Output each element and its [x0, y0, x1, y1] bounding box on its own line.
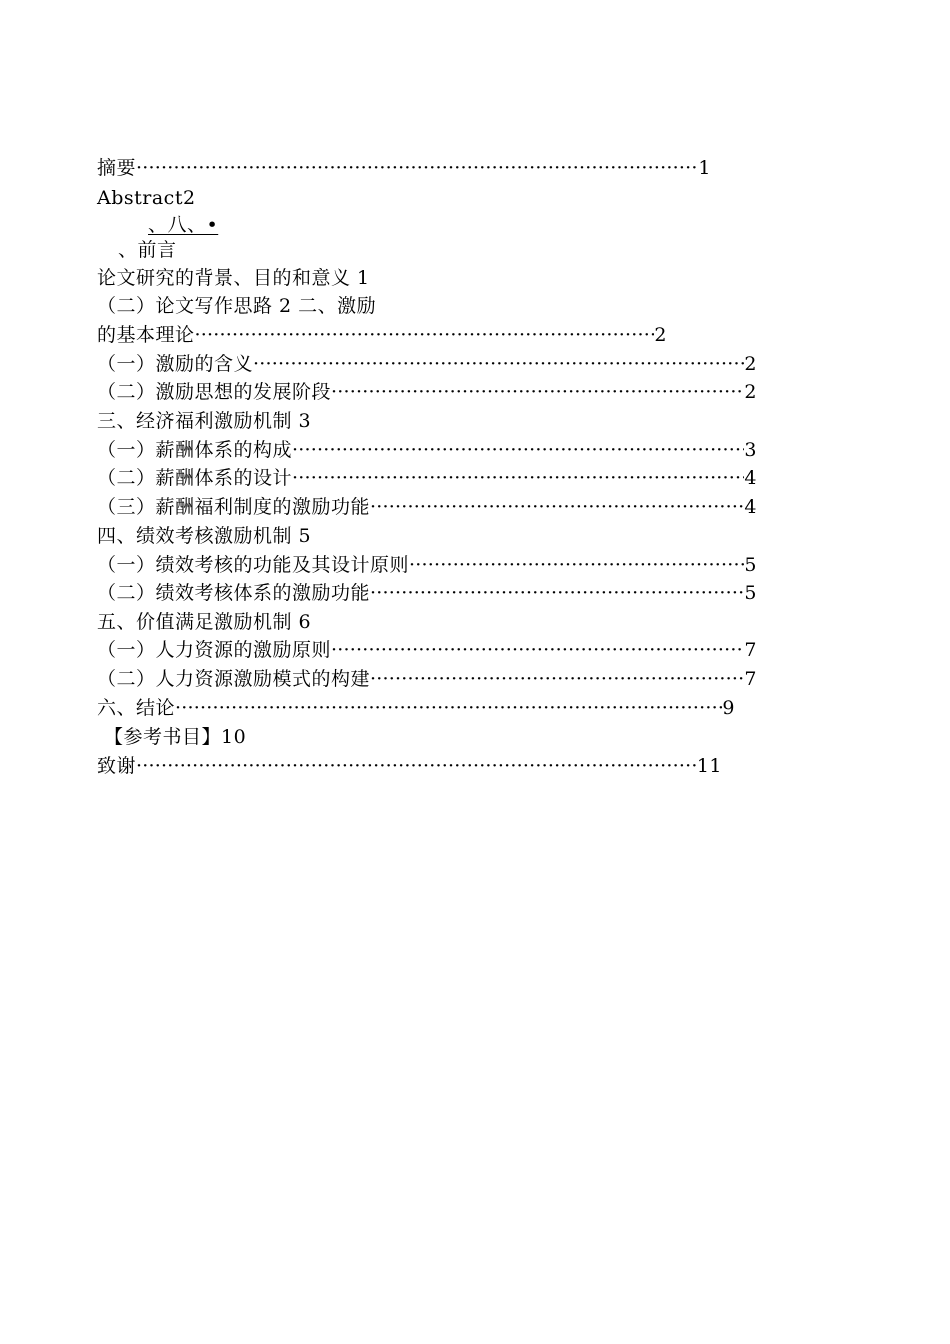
- toc-entry-abstract-en: Abstract2: [97, 187, 196, 209]
- toc-entry-ch4-1: [97, 553, 757, 577]
- toc-page-number: 3: [744, 439, 757, 461]
- toc-garbled-heading: 、八、•: [148, 214, 219, 236]
- toc-leader-dots: [370, 667, 744, 691]
- toc-leader-dots: [331, 638, 744, 662]
- toc-entry-thanks: [97, 754, 722, 778]
- toc-page-number: 1: [698, 157, 711, 179]
- toc-label: （一）激励的含义: [97, 353, 254, 375]
- toc-entry-ch3-2: [97, 466, 757, 490]
- toc-label: 的基本理论: [97, 324, 195, 346]
- toc-page-number: 11: [696, 755, 722, 777]
- toc-entry-ch5-1: [97, 638, 757, 662]
- toc-label: （一）绩效考核的功能及其设计原则: [97, 554, 410, 576]
- toc-leader-dots: [136, 754, 697, 778]
- toc-entry-abstract-cn: [97, 156, 711, 180]
- toc-page-number: 7: [744, 639, 757, 661]
- toc-entry-ch2: [97, 323, 667, 347]
- toc-entry-ch3-1: [97, 438, 757, 462]
- toc-label: 致谢: [97, 755, 137, 777]
- toc-entry-preface-sub2: （二）论文写作思路 2 二、激励: [97, 295, 377, 317]
- toc-leader-dots: [370, 581, 744, 605]
- toc-leader-dots: [136, 156, 698, 180]
- toc-entry-ch5-2: [97, 667, 757, 691]
- toc-page-number: 5: [744, 582, 757, 604]
- toc-entry-ch4-2: [97, 581, 757, 605]
- toc-leader-dots: [370, 495, 744, 519]
- toc-page-number: 4: [744, 467, 757, 489]
- toc-page-number: 5: [744, 554, 757, 576]
- toc-leader-dots: [195, 323, 655, 347]
- toc-entry-references: 【参考书目】10: [104, 726, 247, 748]
- toc-page-number: 7: [744, 668, 757, 690]
- toc-label: （二）绩效考核体系的激励功能: [97, 582, 371, 604]
- toc-entry-ch5: 五、价值满足激励机制 6: [97, 611, 312, 633]
- toc-page-number: 2: [654, 324, 667, 346]
- toc-entry-preface-sub1: 论文研究的背景、目的和意义 1: [97, 267, 370, 289]
- toc-leader-dots: [292, 466, 744, 490]
- toc-leader-dots: [292, 438, 744, 462]
- toc-page-number: 2: [744, 381, 757, 403]
- toc-entry-ch2-1: [97, 352, 757, 376]
- toc-leader-dots: [253, 352, 744, 376]
- toc-label: 摘要: [97, 157, 137, 179]
- toc-label: （三）薪酬福利制度的激励功能: [97, 496, 371, 518]
- toc-leader-dots: [175, 696, 722, 720]
- toc-entry-ch3: 三、经济福利激励机制 3: [97, 410, 312, 432]
- toc-leader-dots: [409, 553, 744, 577]
- toc-entry-ch3-3: [97, 495, 757, 519]
- toc-leader-dots: [331, 380, 744, 404]
- toc-label: （二）激励思想的发展阶段: [97, 381, 332, 403]
- toc-page-number: 2: [744, 353, 757, 375]
- toc-entry-ch4: 四、绩效考核激励机制 5: [97, 525, 312, 547]
- toc-label: （一）薪酬体系的构成: [97, 439, 293, 461]
- toc-label: （二）薪酬体系的设计: [97, 467, 293, 489]
- toc-page-number: 9: [722, 697, 735, 719]
- toc-page-number: 4: [744, 496, 757, 518]
- toc-label: （一）人力资源的激励原则: [97, 639, 332, 661]
- toc-label: （二）人力资源激励模式的构建: [97, 668, 371, 690]
- toc-entry-ch2-2: [97, 380, 757, 404]
- toc-entry-preface: 、前言: [118, 239, 177, 261]
- toc-label: 六、结论: [97, 697, 176, 719]
- toc-entry-ch6: [97, 696, 735, 720]
